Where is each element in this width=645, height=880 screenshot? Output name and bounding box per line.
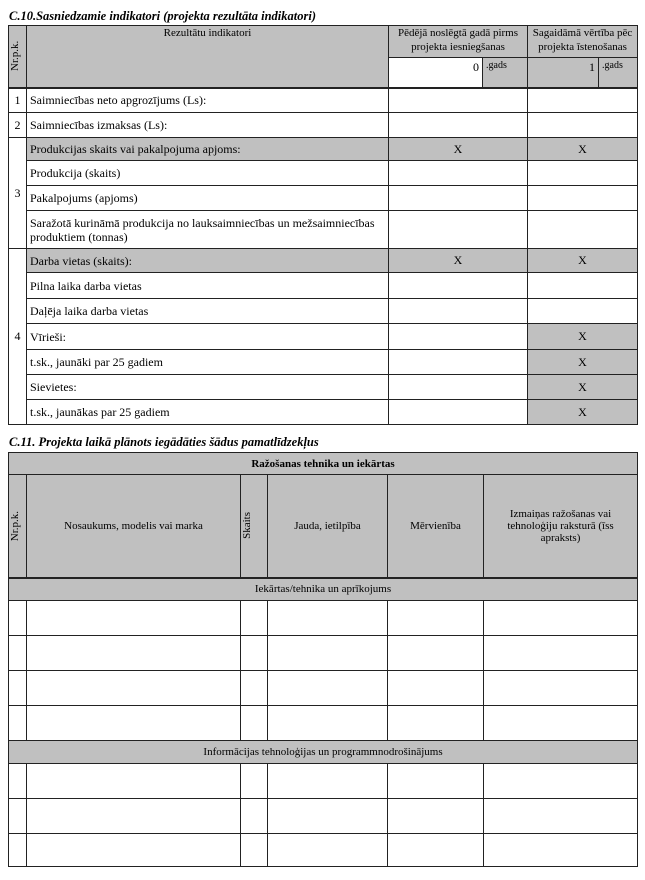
indicator-row bbox=[9, 249, 638, 273]
name-input[interactable] bbox=[27, 764, 241, 799]
asset-row bbox=[9, 799, 638, 834]
asset-row bbox=[9, 706, 638, 741]
indicator-row bbox=[9, 161, 638, 186]
power-input[interactable] bbox=[268, 799, 388, 834]
changes-input[interactable] bbox=[484, 834, 638, 867]
target-value-input[interactable] bbox=[528, 186, 638, 211]
name-input[interactable] bbox=[27, 601, 241, 636]
power-input[interactable] bbox=[268, 834, 388, 867]
indicator-label: Darba vietas (skaits): bbox=[27, 249, 389, 273]
target-value-input[interactable] bbox=[528, 273, 638, 299]
target-value-x: X bbox=[528, 324, 638, 350]
prev-value-input[interactable] bbox=[389, 113, 528, 138]
indicator-label: Saražotā kurināmā produkcija no lauksaimniecības un mežsaimniecības produktiem (tonnas) bbox=[27, 211, 389, 249]
nr-cell[interactable] bbox=[9, 799, 27, 834]
section-it: Informācijas tehnoloģijas un programmnodrošinājums bbox=[9, 741, 638, 764]
unit-input[interactable] bbox=[388, 799, 484, 834]
count-input[interactable] bbox=[241, 706, 268, 741]
unit-input[interactable] bbox=[388, 764, 484, 799]
nr-cell[interactable] bbox=[9, 834, 27, 867]
indicator-label: Saimniecības neto apgrozījums (Ls): bbox=[27, 88, 389, 113]
section-equipment: Iekārtas/tehnika un aprīkojums bbox=[9, 578, 638, 601]
name-input[interactable] bbox=[27, 799, 241, 834]
changes-input[interactable] bbox=[484, 764, 638, 799]
col-unit: Mērvienība bbox=[388, 475, 484, 578]
col-power: Jauda, ietilpība bbox=[268, 475, 388, 578]
changes-input[interactable] bbox=[484, 671, 638, 706]
prev-value-input[interactable] bbox=[389, 161, 528, 186]
target-value-input[interactable] bbox=[528, 211, 638, 249]
changes-input[interactable] bbox=[484, 636, 638, 671]
prev-year-header: Pēdējā noslēgtā gadā pirms projekta iesniegšanas bbox=[389, 26, 528, 58]
col-nr: Nr.p.k. bbox=[9, 475, 27, 578]
target-value-input[interactable] bbox=[528, 161, 638, 186]
prev-gads-label: .gads bbox=[483, 58, 528, 88]
asset-row bbox=[9, 834, 638, 867]
nr-cell[interactable] bbox=[9, 671, 27, 706]
prev-value-input[interactable] bbox=[389, 350, 528, 375]
power-input[interactable] bbox=[268, 671, 388, 706]
indicator-row bbox=[9, 186, 638, 211]
nr-cell[interactable] bbox=[9, 636, 27, 671]
indicator-row bbox=[9, 88, 638, 113]
prev-value-input[interactable] bbox=[389, 186, 528, 211]
prev-value-input[interactable] bbox=[389, 299, 528, 324]
changes-input[interactable] bbox=[484, 601, 638, 636]
nr-cell[interactable] bbox=[9, 764, 27, 799]
unit-input[interactable] bbox=[388, 706, 484, 741]
unit-input[interactable] bbox=[388, 601, 484, 636]
prev-value-input[interactable] bbox=[389, 400, 528, 425]
col-changes: Izmaiņas ražošanas vai tehnoloģiju raksturā (īss apraksts) bbox=[484, 475, 638, 578]
target-value-input[interactable] bbox=[528, 299, 638, 324]
assets-table bbox=[8, 452, 638, 867]
indicator-label: Produkcijas skaits vai pakalpojuma apjoms: bbox=[27, 138, 389, 161]
target-header: Sagaidāmā vērtība pēc projekta īstenošanas bbox=[528, 26, 638, 58]
indicator-row bbox=[9, 211, 638, 249]
unit-input[interactable] bbox=[388, 671, 484, 706]
unit-input[interactable] bbox=[388, 636, 484, 671]
col-count: Skaits bbox=[241, 475, 268, 578]
indicator-label: t.sk., jaunāki par 25 gadiem bbox=[27, 350, 389, 375]
asset-row bbox=[9, 636, 638, 671]
indicator-row bbox=[9, 138, 638, 161]
unit-input[interactable] bbox=[388, 834, 484, 867]
name-input[interactable] bbox=[27, 636, 241, 671]
name-input[interactable] bbox=[27, 834, 241, 867]
nr-header: Nr.p.k. bbox=[9, 26, 27, 88]
power-input[interactable] bbox=[268, 636, 388, 671]
section-c11-title: C.11. Projekta laikā plānots iegādāties šādus pamatlīdzekļus bbox=[9, 435, 319, 449]
prev-value-input[interactable] bbox=[389, 211, 528, 249]
nr-cell[interactable] bbox=[9, 706, 27, 741]
prev-value-input[interactable] bbox=[389, 375, 528, 400]
power-input[interactable] bbox=[268, 764, 388, 799]
indicator-row bbox=[9, 400, 638, 425]
target-value-x: X bbox=[528, 249, 638, 273]
target-value-x: X bbox=[528, 350, 638, 375]
prev-value-input[interactable] bbox=[389, 88, 528, 113]
row-number: 2 bbox=[9, 113, 27, 138]
target-year-input[interactable]: 1 bbox=[528, 58, 599, 88]
asset-row bbox=[9, 671, 638, 706]
indicator-header: Rezultātu indikatori bbox=[27, 26, 389, 88]
target-value-x: X bbox=[528, 138, 638, 161]
indicator-label: Vīrieši: bbox=[27, 324, 389, 350]
indicator-label: t.sk., jaunākas par 25 gadiem bbox=[27, 400, 389, 425]
col-name: Nosaukums, modelis vai marka bbox=[27, 475, 241, 578]
row-number: 4 bbox=[9, 249, 27, 425]
indicator-label: Sievietes: bbox=[27, 375, 389, 400]
power-input[interactable] bbox=[268, 601, 388, 636]
target-value-input[interactable] bbox=[528, 113, 638, 138]
name-input[interactable] bbox=[27, 671, 241, 706]
name-input[interactable] bbox=[27, 706, 241, 741]
count-input[interactable] bbox=[241, 799, 268, 834]
indicator-label: Produkcija (skaits) bbox=[27, 161, 389, 186]
target-value-x: X bbox=[528, 375, 638, 400]
indicator-row bbox=[9, 299, 638, 324]
target-value-input[interactable] bbox=[528, 88, 638, 113]
prev-value-input[interactable] bbox=[389, 273, 528, 299]
indicator-label: Daļēja laika darba vietas bbox=[27, 299, 389, 324]
changes-input[interactable] bbox=[484, 799, 638, 834]
prev-year-input[interactable]: 0 bbox=[389, 58, 483, 88]
section-c10-title: C.10.Sasniedzamie indikatori (projekta rezultāta indikatori) bbox=[9, 9, 316, 23]
prev-value-input[interactable] bbox=[389, 324, 528, 350]
count-input[interactable] bbox=[241, 834, 268, 867]
indicator-row bbox=[9, 324, 638, 350]
asset-row bbox=[9, 601, 638, 636]
row-number: 3 bbox=[9, 138, 27, 249]
row-number: 1 bbox=[9, 88, 27, 113]
indicators-table bbox=[8, 25, 638, 425]
asset-row bbox=[9, 764, 638, 799]
nr-cell[interactable] bbox=[9, 601, 27, 636]
indicator-label: Pakalpojums (apjoms) bbox=[27, 186, 389, 211]
count-input[interactable] bbox=[241, 764, 268, 799]
target-gads-label: .gads bbox=[599, 58, 638, 88]
prev-value-x: X bbox=[389, 138, 528, 161]
power-input[interactable] bbox=[268, 706, 388, 741]
prev-value-x: X bbox=[389, 249, 528, 273]
assets-header: Ražošanas tehnika un iekārtas bbox=[9, 453, 638, 475]
indicator-row bbox=[9, 350, 638, 375]
count-input[interactable] bbox=[241, 601, 268, 636]
indicator-row bbox=[9, 273, 638, 299]
indicator-row bbox=[9, 375, 638, 400]
count-input[interactable] bbox=[241, 671, 268, 706]
indicator-label: Saimniecības izmaksas (Ls): bbox=[27, 113, 389, 138]
changes-input[interactable] bbox=[484, 706, 638, 741]
count-input[interactable] bbox=[241, 636, 268, 671]
indicator-row bbox=[9, 113, 638, 138]
indicator-label: Pilna laika darba vietas bbox=[27, 273, 389, 299]
target-value-x: X bbox=[528, 400, 638, 425]
